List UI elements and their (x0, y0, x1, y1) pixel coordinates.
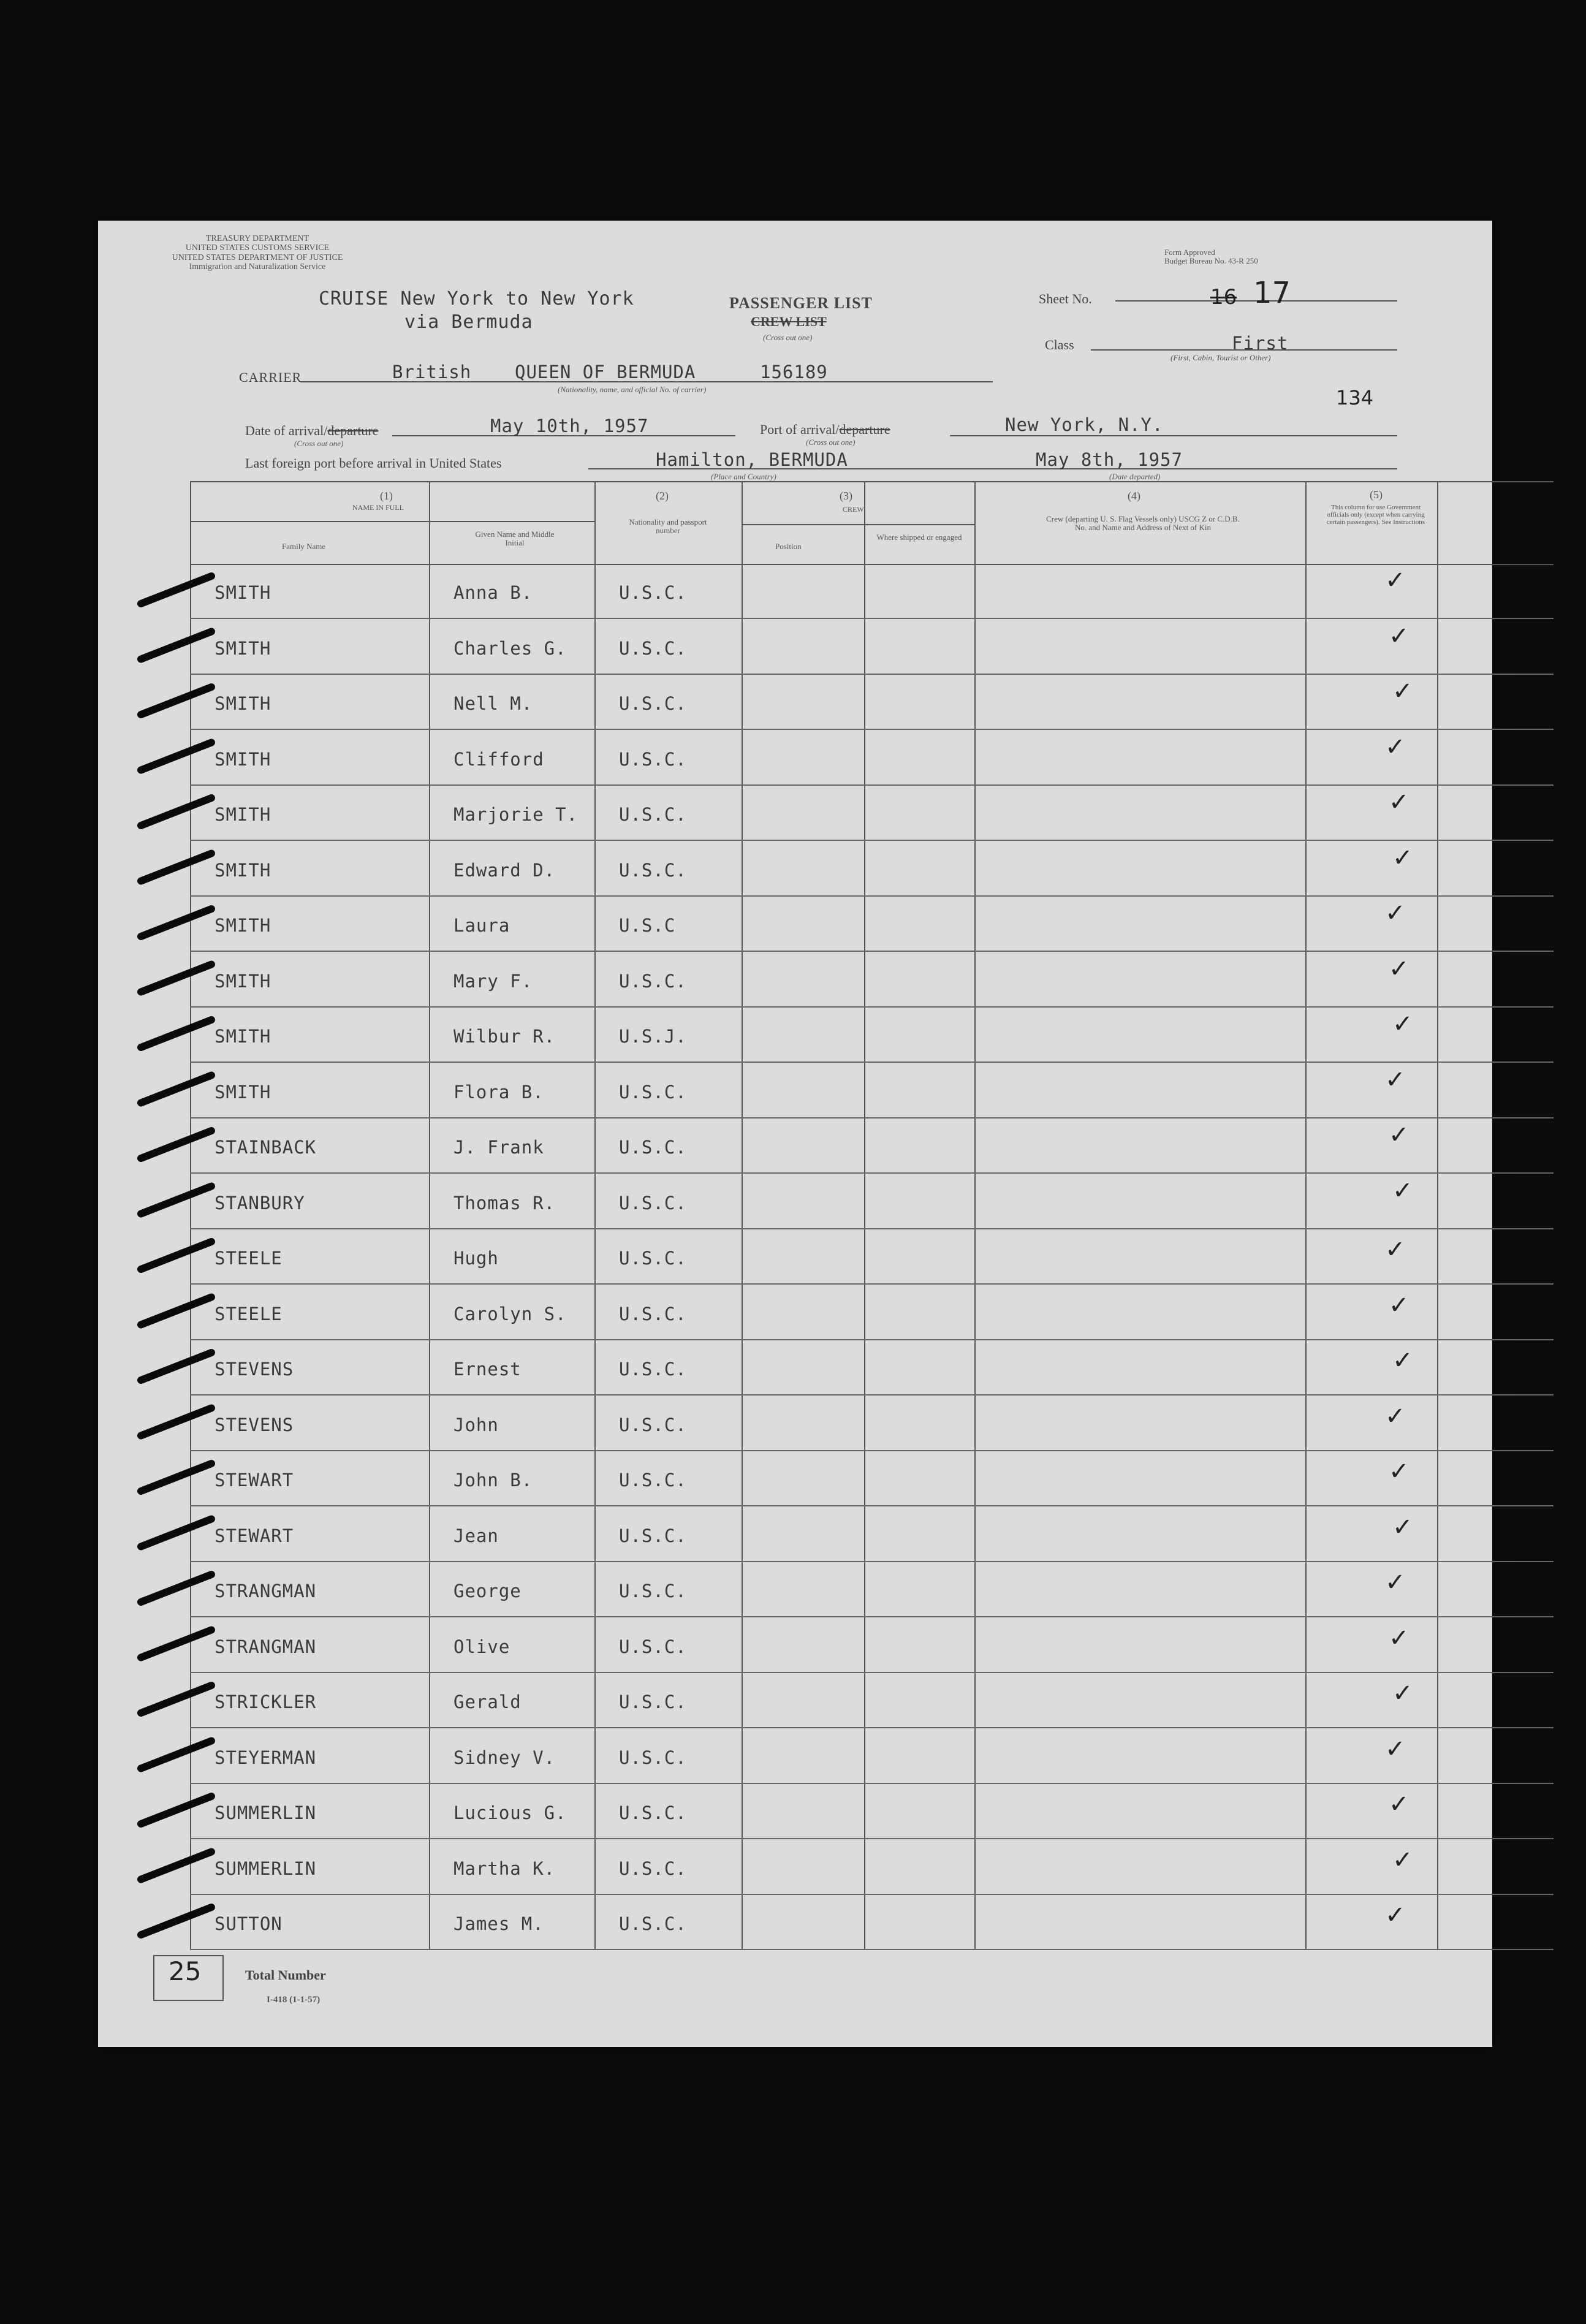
port-value: New York, N.Y. (1005, 414, 1164, 435)
nationality: U.S.C. (619, 582, 687, 603)
given-name: Anna B. (453, 582, 533, 603)
col1-num: (1) (380, 490, 393, 502)
nationality: U.S.C. (619, 804, 687, 825)
nationality: U.S.C. (619, 1581, 687, 1601)
given-name: Sidney V. (453, 1747, 556, 1768)
tally-slash (141, 909, 211, 936)
port-label-wrap (760, 422, 890, 438)
check-mark: ✓ (1389, 788, 1410, 816)
col3b-title: Where shipped or engaged (876, 533, 962, 542)
sheet-label: Sheet No. (1039, 291, 1092, 306)
tally-slash (141, 1519, 211, 1547)
table-row (190, 841, 1554, 897)
dept-line: TREASURY DEPARTMENT (205, 234, 309, 243)
tally-slash (141, 854, 211, 881)
col5-title: This column for use Government officials only (except when carrying certain passengers). See Instructions (1326, 504, 1425, 526)
tally-slash (141, 1574, 211, 1602)
table-row (190, 1063, 1554, 1118)
family-name: STAINBACK (214, 1137, 317, 1158)
col1b-title: Given Name and Middle Initial (475, 530, 555, 548)
page-number: 134 (1336, 386, 1374, 409)
tally-marks (0, 0, 245, 2324)
tally-slash (141, 1408, 211, 1436)
table-row (190, 1729, 1554, 1784)
given-name: Charles G. (453, 637, 567, 659)
col1a-title: Family Name (282, 542, 326, 551)
family-name: SMITH (214, 693, 271, 714)
table-row (190, 952, 1554, 1008)
nationality: U.S.C. (619, 1359, 687, 1380)
nationality: U.S.C. (619, 1525, 687, 1546)
table-row (190, 731, 1554, 786)
col4-num: (4) (1128, 490, 1140, 502)
tally-slash (141, 1685, 211, 1713)
check-mark: ✓ (1389, 1121, 1410, 1149)
arrival-label-wrap (245, 423, 378, 439)
route-line-2: via Bermuda (404, 311, 533, 333)
nationality: U.S.C. (619, 1192, 687, 1213)
table-row (190, 1008, 1554, 1063)
check-mark: ✓ (1392, 843, 1413, 872)
tally-slash (141, 1464, 211, 1491)
dept-line: UNITED STATES DEPARTMENT OF JUSTICE (172, 253, 343, 262)
form-approved-line: Form Approved (1164, 248, 1215, 257)
nationality: U.S.C. (619, 1802, 687, 1823)
cross-out-hint: (Cross out one) (763, 333, 813, 342)
given-name: Nell M. (453, 693, 533, 714)
nationality: U.S.C. (619, 1636, 687, 1657)
family-name: SMITH (214, 859, 271, 881)
family-name: SUMMERLIN (214, 1858, 317, 1879)
family-name: STRANGMAN (214, 1636, 317, 1657)
col4-title: Crew (departing U. S. Flag Vessels only) USCG Z or C.D.B. No. and Name and Address of Next of Kin (1046, 514, 1240, 533)
check-mark: ✓ (1385, 1901, 1406, 1929)
route-line-1: CRUISE New York to New York (319, 288, 634, 309)
family-name: STEELE (214, 1248, 283, 1269)
table-row (190, 1118, 1554, 1174)
family-name: STRANGMAN (214, 1581, 317, 1601)
departed-value: May 8th, 1957 (1036, 449, 1183, 470)
tally-slash (141, 1907, 211, 1935)
dept-line: UNITED STATES CUSTOMS SERVICE (185, 243, 330, 253)
family-name: STEWART (214, 1470, 294, 1490)
nationality: U.S.C. (619, 1858, 687, 1879)
given-name: Martha K. (453, 1858, 556, 1879)
check-mark: ✓ (1385, 732, 1406, 761)
total-value: 25 (169, 1956, 202, 1986)
last-port-value: Hamilton, BERMUDA (656, 449, 848, 470)
nationality: U.S.C. (619, 1913, 687, 1934)
given-name: Thomas R. (453, 1192, 556, 1213)
table-row (190, 1784, 1554, 1839)
check-mark: ✓ (1389, 621, 1410, 650)
check-mark: ✓ (1392, 1176, 1413, 1205)
family-name: STEELE (214, 1303, 283, 1324)
nationality: U.S.C. (619, 1747, 687, 1768)
last-port-label: Last foreign port before arrival in United States (245, 455, 502, 471)
class-value: First (1232, 333, 1289, 354)
total-label: Total Number (245, 1967, 326, 1983)
check-mark: ✓ (1385, 1236, 1406, 1264)
arrival-value: May 10th, 1957 (490, 416, 649, 436)
given-name: Gerald (453, 1692, 522, 1712)
table-row (190, 1673, 1554, 1728)
form-approved (1164, 248, 1258, 266)
given-name: Flora B. (453, 1081, 544, 1103)
nationality: U.S.C. (619, 1414, 687, 1435)
nationality: U.S.C. (619, 693, 687, 714)
check-mark: ✓ (1385, 1734, 1406, 1763)
family-name: SMITH (214, 748, 271, 770)
given-name: Carolyn S. (453, 1303, 567, 1324)
family-name: STEYERMAN (214, 1747, 317, 1768)
tally-slash (141, 1796, 211, 1824)
col1-title: NAME IN FULL (352, 503, 404, 512)
tally-slash (141, 1630, 211, 1658)
tally-slash (141, 632, 211, 659)
nationality: U.S.C. (619, 970, 687, 992)
family-name: SMITH (214, 1081, 271, 1103)
tally-slash (141, 1353, 211, 1380)
given-name: Lucious G. (453, 1802, 567, 1823)
nationality: U.S.C. (619, 1137, 687, 1158)
tally-slash (141, 1187, 211, 1214)
family-name: STEVENS (214, 1359, 294, 1380)
col3-title: CREW (843, 505, 864, 514)
nationality: U.S.C. (619, 1303, 687, 1324)
family-name: SMITH (214, 970, 271, 992)
table-row (190, 1174, 1554, 1229)
col3-num: (3) (840, 490, 852, 502)
given-name: J. Frank (453, 1137, 544, 1158)
port-underline (950, 435, 1397, 436)
family-name: STEWART (214, 1525, 294, 1546)
arrival-hint: (Cross out one) (294, 439, 344, 448)
table-row (190, 1340, 1554, 1396)
given-name: Marjorie T. (453, 804, 579, 825)
nationality: U.S.C. (619, 859, 687, 881)
table-row (190, 564, 1554, 619)
given-name: Wilbur R. (453, 1026, 556, 1047)
form-number: I-418 (1-1-57) (267, 1995, 321, 2005)
header-sub-divider (742, 524, 974, 525)
form-title: PASSENGER LIST (729, 294, 873, 312)
tally-slash (141, 1242, 211, 1269)
check-mark: ✓ (1385, 1402, 1406, 1430)
check-mark: ✓ (1389, 1457, 1410, 1486)
passenger-list-sheet (98, 221, 1492, 2047)
family-name: SUMMERLIN (214, 1802, 317, 1823)
given-name: Mary F. (453, 970, 533, 992)
carrier-nationality: British (392, 362, 472, 382)
tally-slash (141, 1076, 211, 1103)
table-row (190, 786, 1554, 841)
tally-slash (141, 965, 211, 992)
col2-title: Nationality and passport number (629, 517, 707, 536)
given-name: Laura (453, 915, 510, 936)
carrier-name: QUEEN OF BERMUDA (515, 362, 696, 382)
table-row (190, 1562, 1554, 1617)
family-name: STRICKLER (214, 1692, 317, 1712)
nationality: U.S.C (619, 915, 676, 936)
check-mark: ✓ (1385, 899, 1406, 927)
nationality: U.S.C. (619, 1081, 687, 1103)
row-rule (190, 1949, 1554, 1950)
header-sub-divider (190, 521, 594, 522)
given-name: Jean (453, 1525, 499, 1546)
check-mark: ✓ (1389, 1623, 1410, 1652)
form-approved-line: Budget Bureau No. 43-R 250 (1164, 256, 1258, 266)
table-row (190, 675, 1554, 730)
class-hint: (First, Cabin, Tourist or Other) (1171, 353, 1271, 362)
carrier-number: 156189 (760, 362, 828, 382)
given-name: Hugh (453, 1248, 499, 1269)
given-name: James M. (453, 1913, 544, 1934)
check-mark: ✓ (1385, 1065, 1406, 1094)
last-port-hint: (Place and Country) (711, 472, 776, 481)
tally-slash (141, 576, 211, 604)
family-name: SMITH (214, 1026, 271, 1047)
col3a-title: Position (775, 542, 802, 551)
port-label: Port of arrival/ (760, 422, 840, 437)
check-mark: ✓ (1392, 677, 1413, 705)
departed-hint: (Date departed) (1109, 472, 1161, 481)
port-struck: departure (839, 422, 890, 437)
check-mark: ✓ (1392, 1513, 1413, 1541)
family-name: SMITH (214, 582, 271, 603)
table-row (190, 1396, 1554, 1451)
table-row (190, 1618, 1554, 1673)
family-name: SMITH (214, 637, 271, 659)
check-mark: ✓ (1392, 1346, 1413, 1375)
check-mark: ✓ (1385, 1568, 1406, 1597)
given-name: Edward D. (453, 859, 556, 881)
table-row (190, 620, 1554, 675)
given-name: John (453, 1414, 499, 1435)
check-mark: ✓ (1389, 954, 1410, 983)
check-mark: ✓ (1392, 1845, 1413, 1874)
arrival-struck: departure (327, 423, 379, 438)
table-row (190, 1229, 1554, 1285)
table-row (190, 1507, 1554, 1562)
carrier-label: CARRIER (239, 370, 302, 385)
tally-slash (141, 743, 211, 770)
table-row (190, 1451, 1554, 1506)
given-name: Clifford (453, 748, 544, 770)
family-name: SMITH (214, 804, 271, 825)
table-row (190, 1285, 1554, 1340)
family-name: STEVENS (214, 1414, 294, 1435)
nationality: U.S.C. (619, 1470, 687, 1490)
check-mark: ✓ (1392, 1679, 1413, 1707)
nationality: U.S.C. (619, 748, 687, 770)
tally-slash (141, 798, 211, 826)
check-mark: ✓ (1389, 1291, 1410, 1320)
port-hint: (Cross out one) (806, 438, 856, 447)
tally-slash (141, 1852, 211, 1880)
nationality: U.S.J. (619, 1026, 687, 1047)
given-name: John B. (453, 1470, 533, 1490)
class-label: Class (1045, 337, 1074, 352)
tally-slash (141, 1131, 211, 1158)
check-mark: ✓ (1392, 1010, 1413, 1038)
nationality: U.S.C. (619, 1692, 687, 1712)
col2-num: (2) (656, 490, 669, 502)
family-name: SUTTON (214, 1913, 283, 1934)
col5-num: (5) (1370, 488, 1383, 501)
given-name: Olive (453, 1636, 510, 1657)
family-name: STANBURY (214, 1192, 305, 1213)
given-name: George (453, 1581, 522, 1601)
check-mark: ✓ (1389, 1790, 1410, 1818)
nationality: U.S.C. (619, 1248, 687, 1269)
dept-line: Immigration and Naturalization Service (189, 262, 326, 272)
form-title-struck: CREW LIST (751, 314, 827, 329)
given-name: Ernest (453, 1359, 522, 1380)
tally-slash (141, 1020, 211, 1047)
sheet-value: 17 (1253, 276, 1291, 310)
nationality: U.S.C. (619, 637, 687, 659)
table-row (190, 897, 1554, 952)
arrival-label: Date of arrival/ (245, 423, 328, 438)
sheet-struck: 16 (1210, 285, 1237, 309)
check-mark: ✓ (1385, 566, 1406, 594)
table-row (190, 1840, 1554, 1895)
tally-slash (141, 1741, 211, 1769)
family-name: SMITH (214, 915, 271, 936)
tally-slash (141, 1297, 211, 1325)
table-row (190, 1895, 1554, 1950)
carrier-hint: (Nationality, name, and official No. of carrier) (558, 385, 707, 394)
tally-slash (141, 687, 211, 715)
